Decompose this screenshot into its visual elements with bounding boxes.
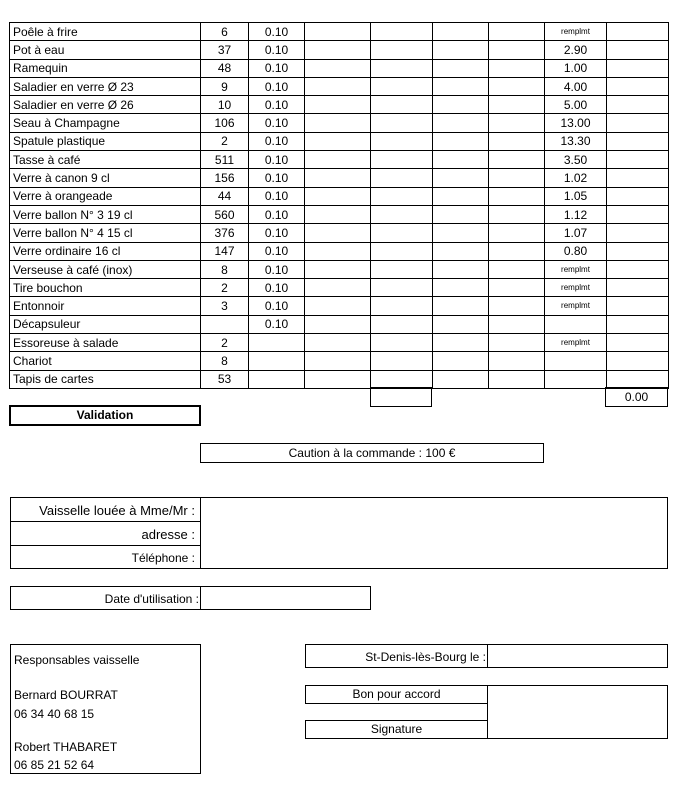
- item-empty-cell[interactable]: [607, 279, 669, 297]
- item-qty-cell[interactable]: 8: [201, 352, 249, 370]
- item-name-cell: Spatule plastique: [10, 132, 201, 150]
- table-row: [10, 352, 669, 370]
- item-empty-cell[interactable]: [371, 96, 433, 114]
- item-qty-cell[interactable]: 37: [201, 41, 249, 59]
- item-value-cell: 1.02: [545, 169, 607, 187]
- item-empty-cell[interactable]: [305, 114, 371, 132]
- item-empty-cell[interactable]: [489, 59, 545, 77]
- item-empty-cell[interactable]: [305, 279, 371, 297]
- item-qty-cell[interactable]: 6: [201, 23, 249, 41]
- item-qty-cell[interactable]: 106: [201, 114, 249, 132]
- item-empty-cell[interactable]: [489, 370, 545, 388]
- table-row: [10, 297, 669, 315]
- item-empty-cell[interactable]: [489, 77, 545, 95]
- agreement-label: Bon pour accord: [352, 687, 441, 701]
- item-name-cell: Seau à Champagne: [10, 114, 201, 132]
- item-qty-cell[interactable]: [201, 315, 249, 333]
- item-empty-cell[interactable]: [489, 114, 545, 132]
- item-price-cell: [249, 352, 305, 370]
- item-empty-cell[interactable]: [305, 370, 371, 388]
- item-price-cell: 0.10: [249, 132, 305, 150]
- item-empty-cell[interactable]: [489, 334, 545, 352]
- item-value-cell: 1.05: [545, 187, 607, 205]
- caution-box: [200, 443, 544, 463]
- item-empty-cell[interactable]: [607, 297, 669, 315]
- item-price-cell: 0.10: [249, 279, 305, 297]
- item-empty-cell[interactable]: [607, 132, 669, 150]
- item-empty-cell[interactable]: [607, 242, 669, 260]
- items-table: [9, 22, 669, 389]
- item-name-cell: Chariot: [10, 352, 201, 370]
- item-empty-cell[interactable]: [305, 169, 371, 187]
- item-name-cell: Essoreuse à salade: [10, 334, 201, 352]
- person2-phone: 06 85 21 52 64: [14, 758, 95, 772]
- item-empty-cell[interactable]: [489, 205, 545, 223]
- item-price-cell: 0.10: [249, 260, 305, 278]
- item-price-cell: 0.10: [249, 23, 305, 41]
- item-price-cell: 0.10: [249, 41, 305, 59]
- item-empty-cell[interactable]: [489, 169, 545, 187]
- item-empty-cell[interactable]: [433, 315, 489, 333]
- item-value-cell: [545, 352, 607, 370]
- item-empty-cell[interactable]: [305, 187, 371, 205]
- item-empty-cell[interactable]: [371, 169, 433, 187]
- item-empty-cell[interactable]: [607, 41, 669, 59]
- item-empty-cell[interactable]: [371, 370, 433, 388]
- item-empty-cell[interactable]: [305, 96, 371, 114]
- item-empty-cell[interactable]: [607, 260, 669, 278]
- date-label: Date d'utilisation :: [104, 592, 199, 606]
- item-empty-cell[interactable]: [489, 132, 545, 150]
- item-price-cell: 0.10: [249, 59, 305, 77]
- item-empty-cell[interactable]: [305, 224, 371, 242]
- item-name-cell: Verre ordinaire 16 cl: [10, 242, 201, 260]
- item-empty-cell[interactable]: [607, 352, 669, 370]
- item-empty-cell[interactable]: [305, 41, 371, 59]
- item-value-cell: 13.00: [545, 114, 607, 132]
- item-qty-cell[interactable]: 147: [201, 242, 249, 260]
- item-qty-cell[interactable]: 560: [201, 205, 249, 223]
- item-value-cell: remplmt: [545, 260, 607, 278]
- client-row-line: [10, 545, 201, 546]
- item-qty-cell[interactable]: 376: [201, 224, 249, 242]
- item-name-cell: Verre ballon N° 3 19 cl: [10, 205, 201, 223]
- item-name-cell: Pot à eau: [10, 41, 201, 59]
- item-price-cell: 0.10: [249, 187, 305, 205]
- item-empty-cell[interactable]: [433, 96, 489, 114]
- item-empty-cell[interactable]: [433, 297, 489, 315]
- item-name-cell: Tasse à café: [10, 151, 201, 169]
- item-empty-cell[interactable]: [371, 352, 433, 370]
- item-qty-cell[interactable]: 2: [201, 132, 249, 150]
- item-empty-cell[interactable]: [433, 187, 489, 205]
- item-qty-cell[interactable]: 9: [201, 77, 249, 95]
- person1-name: Bernard BOURRAT: [14, 688, 118, 702]
- item-price-cell: 0.10: [249, 224, 305, 242]
- item-empty-cell[interactable]: [371, 187, 433, 205]
- item-price-cell: 0.10: [249, 77, 305, 95]
- renter-field[interactable]: [201, 498, 667, 521]
- item-value-cell: remplmt: [545, 279, 607, 297]
- item-qty-cell[interactable]: 2: [201, 279, 249, 297]
- item-empty-cell[interactable]: [433, 114, 489, 132]
- item-qty-cell[interactable]: 511: [201, 151, 249, 169]
- item-empty-cell[interactable]: [607, 23, 669, 41]
- item-empty-cell[interactable]: [371, 114, 433, 132]
- item-empty-cell[interactable]: [489, 23, 545, 41]
- signature-label-box: [305, 720, 488, 739]
- item-price-cell: 0.10: [249, 96, 305, 114]
- table-row: [10, 114, 669, 132]
- item-price-cell: [249, 370, 305, 388]
- signature-label: Signature: [370, 722, 423, 736]
- item-empty-cell[interactable]: [305, 334, 371, 352]
- caution-label: Caution à la commande : 100 €: [288, 446, 456, 460]
- item-empty-cell[interactable]: [607, 59, 669, 77]
- item-name-cell: Ramequin: [10, 59, 201, 77]
- agreement-label-box: [305, 685, 488, 704]
- item-empty-cell[interactable]: [607, 151, 669, 169]
- item-qty-cell[interactable]: 48: [201, 59, 249, 77]
- table-row: [10, 187, 669, 205]
- item-empty-cell[interactable]: [607, 169, 669, 187]
- item-empty-cell[interactable]: [607, 224, 669, 242]
- place-date-field[interactable]: [488, 645, 667, 667]
- item-empty-cell[interactable]: [433, 279, 489, 297]
- item-empty-cell[interactable]: [607, 334, 669, 352]
- item-qty-cell[interactable]: 53: [201, 370, 249, 388]
- item-name-cell: Entonnoir: [10, 297, 201, 315]
- item-empty-cell[interactable]: [305, 132, 371, 150]
- item-empty-cell[interactable]: [371, 205, 433, 223]
- item-empty-cell[interactable]: [305, 23, 371, 41]
- item-qty-cell[interactable]: 3: [201, 297, 249, 315]
- item-empty-cell[interactable]: [371, 279, 433, 297]
- validation-button[interactable]: [9, 405, 201, 426]
- item-empty-cell[interactable]: [305, 151, 371, 169]
- item-empty-cell[interactable]: [489, 41, 545, 59]
- table-row: [10, 59, 669, 77]
- item-value-cell: 13.30: [545, 132, 607, 150]
- item-name-cell: Tapis de cartes: [10, 370, 201, 388]
- table-row: [10, 132, 669, 150]
- item-value-cell: 4.00: [545, 77, 607, 95]
- item-empty-cell[interactable]: [371, 315, 433, 333]
- item-empty-cell[interactable]: [433, 169, 489, 187]
- item-value-cell: 1.00: [545, 59, 607, 77]
- item-name-cell: Saladier en verre Ø 23: [10, 77, 201, 95]
- person2-name: Robert THABARET: [14, 740, 118, 754]
- item-empty-cell[interactable]: [607, 187, 669, 205]
- item-empty-cell[interactable]: [371, 334, 433, 352]
- item-empty-cell[interactable]: [489, 297, 545, 315]
- item-empty-cell[interactable]: [433, 205, 489, 223]
- item-empty-cell[interactable]: [305, 242, 371, 260]
- table-row: [10, 23, 669, 41]
- item-value-cell: 3.50: [545, 151, 607, 169]
- item-value-cell: remplmt: [545, 23, 607, 41]
- item-empty-cell[interactable]: [433, 23, 489, 41]
- item-empty-cell[interactable]: [489, 187, 545, 205]
- item-name-cell: Verseuse à café (inox): [10, 260, 201, 278]
- place-label: St-Denis-lès-Bourg le :: [365, 650, 486, 664]
- item-empty-cell[interactable]: [305, 77, 371, 95]
- item-qty-cell[interactable]: 156: [201, 169, 249, 187]
- item-price-cell: [249, 334, 305, 352]
- table-row: [10, 224, 669, 242]
- item-empty-cell[interactable]: [371, 23, 433, 41]
- item-empty-cell[interactable]: [433, 370, 489, 388]
- item-name-cell: Saladier en verre Ø 26: [10, 96, 201, 114]
- item-name-cell: Verre à orangeade: [10, 187, 201, 205]
- item-value-cell: 1.07: [545, 224, 607, 242]
- item-price-cell: 0.10: [249, 169, 305, 187]
- item-empty-cell[interactable]: [433, 334, 489, 352]
- item-empty-cell[interactable]: [433, 132, 489, 150]
- item-empty-cell[interactable]: [489, 352, 545, 370]
- item-empty-cell[interactable]: [371, 132, 433, 150]
- client-row-line: [10, 521, 201, 522]
- item-price-cell: 0.10: [249, 151, 305, 169]
- item-value-cell: remplmt: [545, 334, 607, 352]
- item-name-cell: Verre à canon 9 cl: [10, 169, 201, 187]
- table-row: [10, 41, 669, 59]
- item-empty-cell[interactable]: [489, 224, 545, 242]
- item-empty-cell[interactable]: [305, 352, 371, 370]
- item-value-cell: remplmt: [545, 297, 607, 315]
- item-empty-cell[interactable]: [433, 41, 489, 59]
- table-row: [10, 151, 669, 169]
- table-row: [10, 370, 669, 388]
- table-row: [10, 260, 669, 278]
- table-row: [10, 77, 669, 95]
- item-empty-cell[interactable]: [433, 260, 489, 278]
- renter-label: Vaisselle louée à Mme/Mr :: [39, 503, 195, 518]
- item-empty-cell[interactable]: [433, 151, 489, 169]
- item-price-cell: 0.10: [249, 315, 305, 333]
- item-value-cell: [545, 370, 607, 388]
- item-qty-cell[interactable]: 10: [201, 96, 249, 114]
- item-empty-cell[interactable]: [489, 242, 545, 260]
- address-label: adresse :: [141, 527, 195, 542]
- item-empty-cell[interactable]: [371, 224, 433, 242]
- date-field[interactable]: [201, 587, 370, 609]
- item-value-cell: 2.90: [545, 41, 607, 59]
- item-empty-cell[interactable]: [489, 279, 545, 297]
- item-empty-cell[interactable]: [305, 59, 371, 77]
- table-row: [10, 334, 669, 352]
- item-name-cell: Verre ballon N° 4 15 cl: [10, 224, 201, 242]
- item-empty-cell[interactable]: [433, 224, 489, 242]
- item-empty-cell[interactable]: [371, 151, 433, 169]
- item-price-cell: 0.10: [249, 205, 305, 223]
- item-empty-cell[interactable]: [305, 315, 371, 333]
- item-empty-cell[interactable]: [371, 242, 433, 260]
- item-empty-cell[interactable]: [371, 59, 433, 77]
- item-value-cell: 5.00: [545, 96, 607, 114]
- item-qty-cell[interactable]: 2: [201, 334, 249, 352]
- table-row: [10, 279, 669, 297]
- item-qty-cell[interactable]: 44: [201, 187, 249, 205]
- item-value-cell: 1.12: [545, 205, 607, 223]
- item-empty-cell[interactable]: [433, 77, 489, 95]
- table-row: [10, 242, 669, 260]
- table-row: [10, 205, 669, 223]
- item-empty-cell[interactable]: [305, 260, 371, 278]
- phone-label: Téléphone :: [131, 551, 195, 565]
- item-empty-cell[interactable]: [371, 77, 433, 95]
- item-empty-cell[interactable]: [607, 205, 669, 223]
- total-empty-cell: [370, 387, 432, 407]
- item-price-cell: 0.10: [249, 297, 305, 315]
- address-field[interactable]: [201, 522, 667, 545]
- item-empty-cell[interactable]: [607, 315, 669, 333]
- item-price-cell: 0.10: [249, 242, 305, 260]
- item-empty-cell[interactable]: [305, 205, 371, 223]
- item-empty-cell[interactable]: [371, 260, 433, 278]
- table-row: [10, 315, 669, 333]
- item-name-cell: Décapsuleur: [10, 315, 201, 333]
- item-empty-cell[interactable]: [489, 260, 545, 278]
- item-name-cell: Tire bouchon: [10, 279, 201, 297]
- item-empty-cell[interactable]: [607, 114, 669, 132]
- item-empty-cell[interactable]: [607, 77, 669, 95]
- table-row: [10, 169, 669, 187]
- total-cell: [605, 387, 668, 407]
- person1-phone: 06 34 40 68 15: [14, 707, 95, 721]
- item-empty-cell[interactable]: [433, 242, 489, 260]
- item-value-cell: [545, 315, 607, 333]
- responsables-title: Responsables vaisselle: [14, 653, 140, 667]
- item-empty-cell[interactable]: [489, 151, 545, 169]
- table-row: [10, 96, 669, 114]
- item-empty-cell[interactable]: [371, 297, 433, 315]
- item-empty-cell[interactable]: [607, 96, 669, 114]
- item-value-cell: 0.80: [545, 242, 607, 260]
- item-name-cell: Poêle à frire: [10, 23, 201, 41]
- item-empty-cell[interactable]: [607, 370, 669, 388]
- item-empty-cell[interactable]: [305, 297, 371, 315]
- item-empty-cell[interactable]: [433, 352, 489, 370]
- total-value: 0.00: [624, 390, 649, 404]
- item-empty-cell[interactable]: [489, 315, 545, 333]
- item-empty-cell[interactable]: [433, 59, 489, 77]
- phone-field[interactable]: [201, 546, 667, 568]
- item-qty-cell[interactable]: 8: [201, 260, 249, 278]
- item-empty-cell[interactable]: [371, 41, 433, 59]
- item-empty-cell[interactable]: [489, 96, 545, 114]
- item-price-cell: 0.10: [249, 114, 305, 132]
- validation-label: Validation: [76, 408, 134, 422]
- signature-field[interactable]: [488, 686, 667, 738]
